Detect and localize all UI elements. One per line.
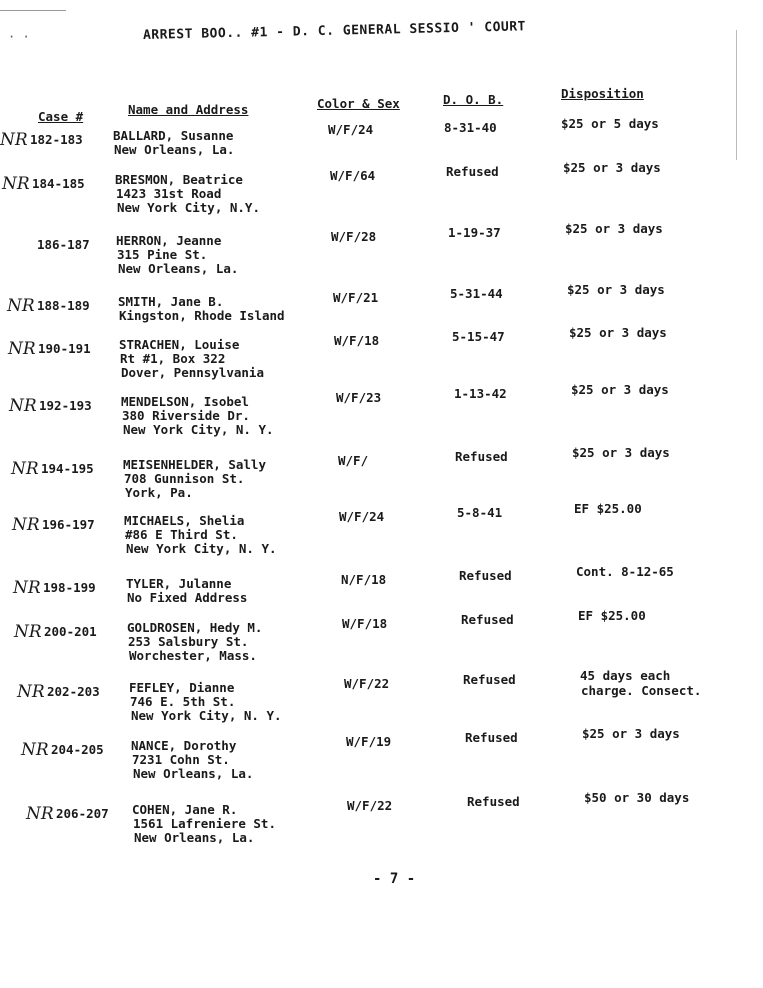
case-number: 184-185 bbox=[32, 176, 85, 191]
color-sex-age: W/F/28 bbox=[331, 229, 377, 244]
date-of-birth: Refused bbox=[465, 730, 518, 745]
address-line-2: New Orleans, La. bbox=[134, 830, 255, 845]
case-number: 186-187 bbox=[37, 237, 90, 252]
defendant-name: STRACHEN, Louise bbox=[119, 337, 240, 352]
address-line-2: New York City, N. Y. bbox=[123, 422, 274, 437]
case-number: 200-201 bbox=[44, 624, 97, 639]
color-sex-age: N/F/18 bbox=[341, 572, 387, 587]
column-header-dob: D. O. B. bbox=[443, 92, 504, 107]
top-rule bbox=[0, 10, 66, 11]
defendant-name: TYLER, Julanne bbox=[126, 576, 232, 591]
disposition-line-2: charge. Consect. bbox=[581, 683, 702, 698]
handwritten-nr-mark: NR bbox=[13, 578, 41, 598]
disposition-line-1: EF $25.00 bbox=[574, 501, 642, 516]
defendant-name: COHEN, Jane R. bbox=[132, 802, 238, 817]
column-header-disposition: Disposition bbox=[561, 86, 644, 101]
address-line-1: 315 Pine St. bbox=[117, 247, 208, 262]
defendant-name: SMITH, Jane B. bbox=[118, 294, 224, 309]
handwritten-nr-mark: NR bbox=[0, 130, 28, 150]
address-line-1: 746 E. 5th St. bbox=[130, 694, 236, 709]
color-sex-age: W/F/22 bbox=[347, 798, 393, 813]
date-of-birth: 8-31-40 bbox=[444, 120, 497, 135]
disposition-line-1: EF $25.00 bbox=[578, 608, 646, 623]
defendant-name: BALLARD, Susanne bbox=[113, 128, 234, 143]
handwritten-nr-mark: NR bbox=[9, 396, 37, 416]
disposition-line-1: $25 or 3 days bbox=[563, 160, 661, 175]
case-number: 188-189 bbox=[37, 298, 90, 313]
color-sex-age: W/F/24 bbox=[339, 509, 385, 524]
address-line-1: New Orleans, La. bbox=[114, 142, 235, 157]
disposition-line-1: $25 or 5 days bbox=[561, 116, 659, 131]
disposition-line-1: $25 or 3 days bbox=[571, 382, 669, 397]
corner-marks: · · bbox=[8, 30, 30, 44]
case-number: 204-205 bbox=[51, 742, 104, 757]
case-number: 194-195 bbox=[41, 461, 94, 476]
defendant-name: GOLDROSEN, Hedy M. bbox=[127, 620, 263, 635]
address-line-2: New Orleans, La. bbox=[133, 766, 254, 781]
defendant-name: NANCE, Dorothy bbox=[131, 738, 237, 753]
date-of-birth: 5-31-44 bbox=[450, 286, 503, 301]
column-header-name: Name and Address bbox=[128, 102, 249, 117]
date-of-birth: Refused bbox=[455, 449, 508, 464]
case-number: 192-193 bbox=[39, 398, 92, 413]
handwritten-nr-mark: NR bbox=[8, 339, 36, 359]
disposition-line-1: $50 or 30 days bbox=[584, 790, 690, 805]
handwritten-nr-mark: NR bbox=[2, 174, 30, 194]
date-of-birth: Refused bbox=[467, 794, 520, 809]
defendant-name: MENDELSON, Isobel bbox=[121, 394, 249, 409]
color-sex-age: W/F/24 bbox=[328, 122, 374, 137]
right-edge-mark bbox=[736, 30, 737, 160]
handwritten-nr-mark: NR bbox=[21, 740, 49, 760]
date-of-birth: Refused bbox=[463, 672, 516, 687]
color-sex-age: W/F/19 bbox=[346, 734, 392, 749]
page-title: ARREST BOO.. #1 - D. C. GENERAL SESSIO ' COURT bbox=[142, 19, 527, 43]
handwritten-nr-mark: NR bbox=[7, 296, 35, 316]
disposition-line-1: $25 or 3 days bbox=[569, 325, 667, 340]
defendant-name: MICHAELS, Shelia bbox=[124, 513, 245, 528]
color-sex-age: W/F/22 bbox=[344, 676, 390, 691]
color-sex-age: W/F/21 bbox=[333, 290, 379, 305]
disposition-line-1: $25 or 3 days bbox=[565, 221, 663, 236]
case-number: 182-183 bbox=[30, 132, 83, 147]
address-line-1: 708 Gunnison St. bbox=[124, 471, 245, 486]
date-of-birth: 5-8-41 bbox=[457, 505, 503, 520]
handwritten-nr-mark: NR bbox=[17, 682, 45, 702]
handwritten-nr-mark: NR bbox=[11, 459, 39, 479]
address-line-2: Dover, Pennsylvania bbox=[121, 365, 264, 380]
disposition-line-1: Cont. 8-12-65 bbox=[576, 564, 674, 579]
address-line-1: 7231 Cohn St. bbox=[132, 752, 230, 767]
defendant-name: MEISENHELDER, Sally bbox=[123, 457, 266, 472]
case-number: 206-207 bbox=[56, 806, 109, 821]
date-of-birth: 1-13-42 bbox=[454, 386, 507, 401]
address-line-1: 1561 Lafreniere St. bbox=[133, 816, 276, 831]
page-number: - 7 - bbox=[373, 871, 416, 887]
case-number: 202-203 bbox=[47, 684, 100, 699]
disposition-line-1: $25 or 3 days bbox=[572, 445, 670, 460]
handwritten-nr-mark: NR bbox=[14, 622, 42, 642]
color-sex-age: W/F/64 bbox=[330, 168, 376, 183]
date-of-birth: Refused bbox=[461, 612, 514, 627]
address-line-2: New York City, N. Y. bbox=[126, 541, 277, 556]
handwritten-nr-mark: NR bbox=[26, 804, 54, 824]
address-line-1: 253 Salsbury St. bbox=[128, 634, 249, 649]
color-sex-age: W/F/ bbox=[338, 453, 369, 468]
address-line-1: No Fixed Address bbox=[127, 590, 248, 605]
case-number: 198-199 bbox=[43, 580, 96, 595]
color-sex-age: W/F/23 bbox=[336, 390, 382, 405]
address-line-1: #86 E Third St. bbox=[125, 527, 238, 542]
handwritten-nr-mark: NR bbox=[12, 515, 40, 535]
color-sex-age: W/F/18 bbox=[342, 616, 388, 631]
defendant-name: FEFLEY, Dianne bbox=[129, 680, 235, 695]
column-header-color-sex: Color & Sex bbox=[317, 96, 400, 111]
date-of-birth: Refused bbox=[446, 164, 499, 179]
address-line-2: New York City, N. Y. bbox=[131, 708, 282, 723]
column-header-case: Case # bbox=[38, 109, 84, 124]
date-of-birth: 5-15-47 bbox=[452, 329, 505, 344]
defendant-name: BRESMON, Beatrice bbox=[115, 172, 243, 187]
address-line-2: New Orleans, La. bbox=[118, 261, 239, 276]
color-sex-age: W/F/18 bbox=[334, 333, 380, 348]
address-line-2: York, Pa. bbox=[125, 485, 193, 500]
disposition-line-1: $25 or 3 days bbox=[582, 726, 680, 741]
address-line-2: New York City, N.Y. bbox=[117, 200, 260, 215]
disposition-line-1: $25 or 3 days bbox=[567, 282, 665, 297]
case-number: 190-191 bbox=[38, 341, 91, 356]
date-of-birth: Refused bbox=[459, 568, 512, 583]
defendant-name: HERRON, Jeanne bbox=[116, 233, 222, 248]
disposition-line-1: 45 days each bbox=[580, 668, 671, 683]
address-line-1: 380 Riverside Dr. bbox=[122, 408, 250, 423]
address-line-1: Rt #1, Box 322 bbox=[120, 351, 226, 366]
address-line-1: Kingston, Rhode Island bbox=[119, 308, 285, 323]
date-of-birth: 1-19-37 bbox=[448, 225, 501, 240]
address-line-1: 1423 31st Road bbox=[116, 186, 222, 201]
address-line-2: Worchester, Mass. bbox=[129, 648, 257, 663]
case-number: 196-197 bbox=[42, 517, 95, 532]
